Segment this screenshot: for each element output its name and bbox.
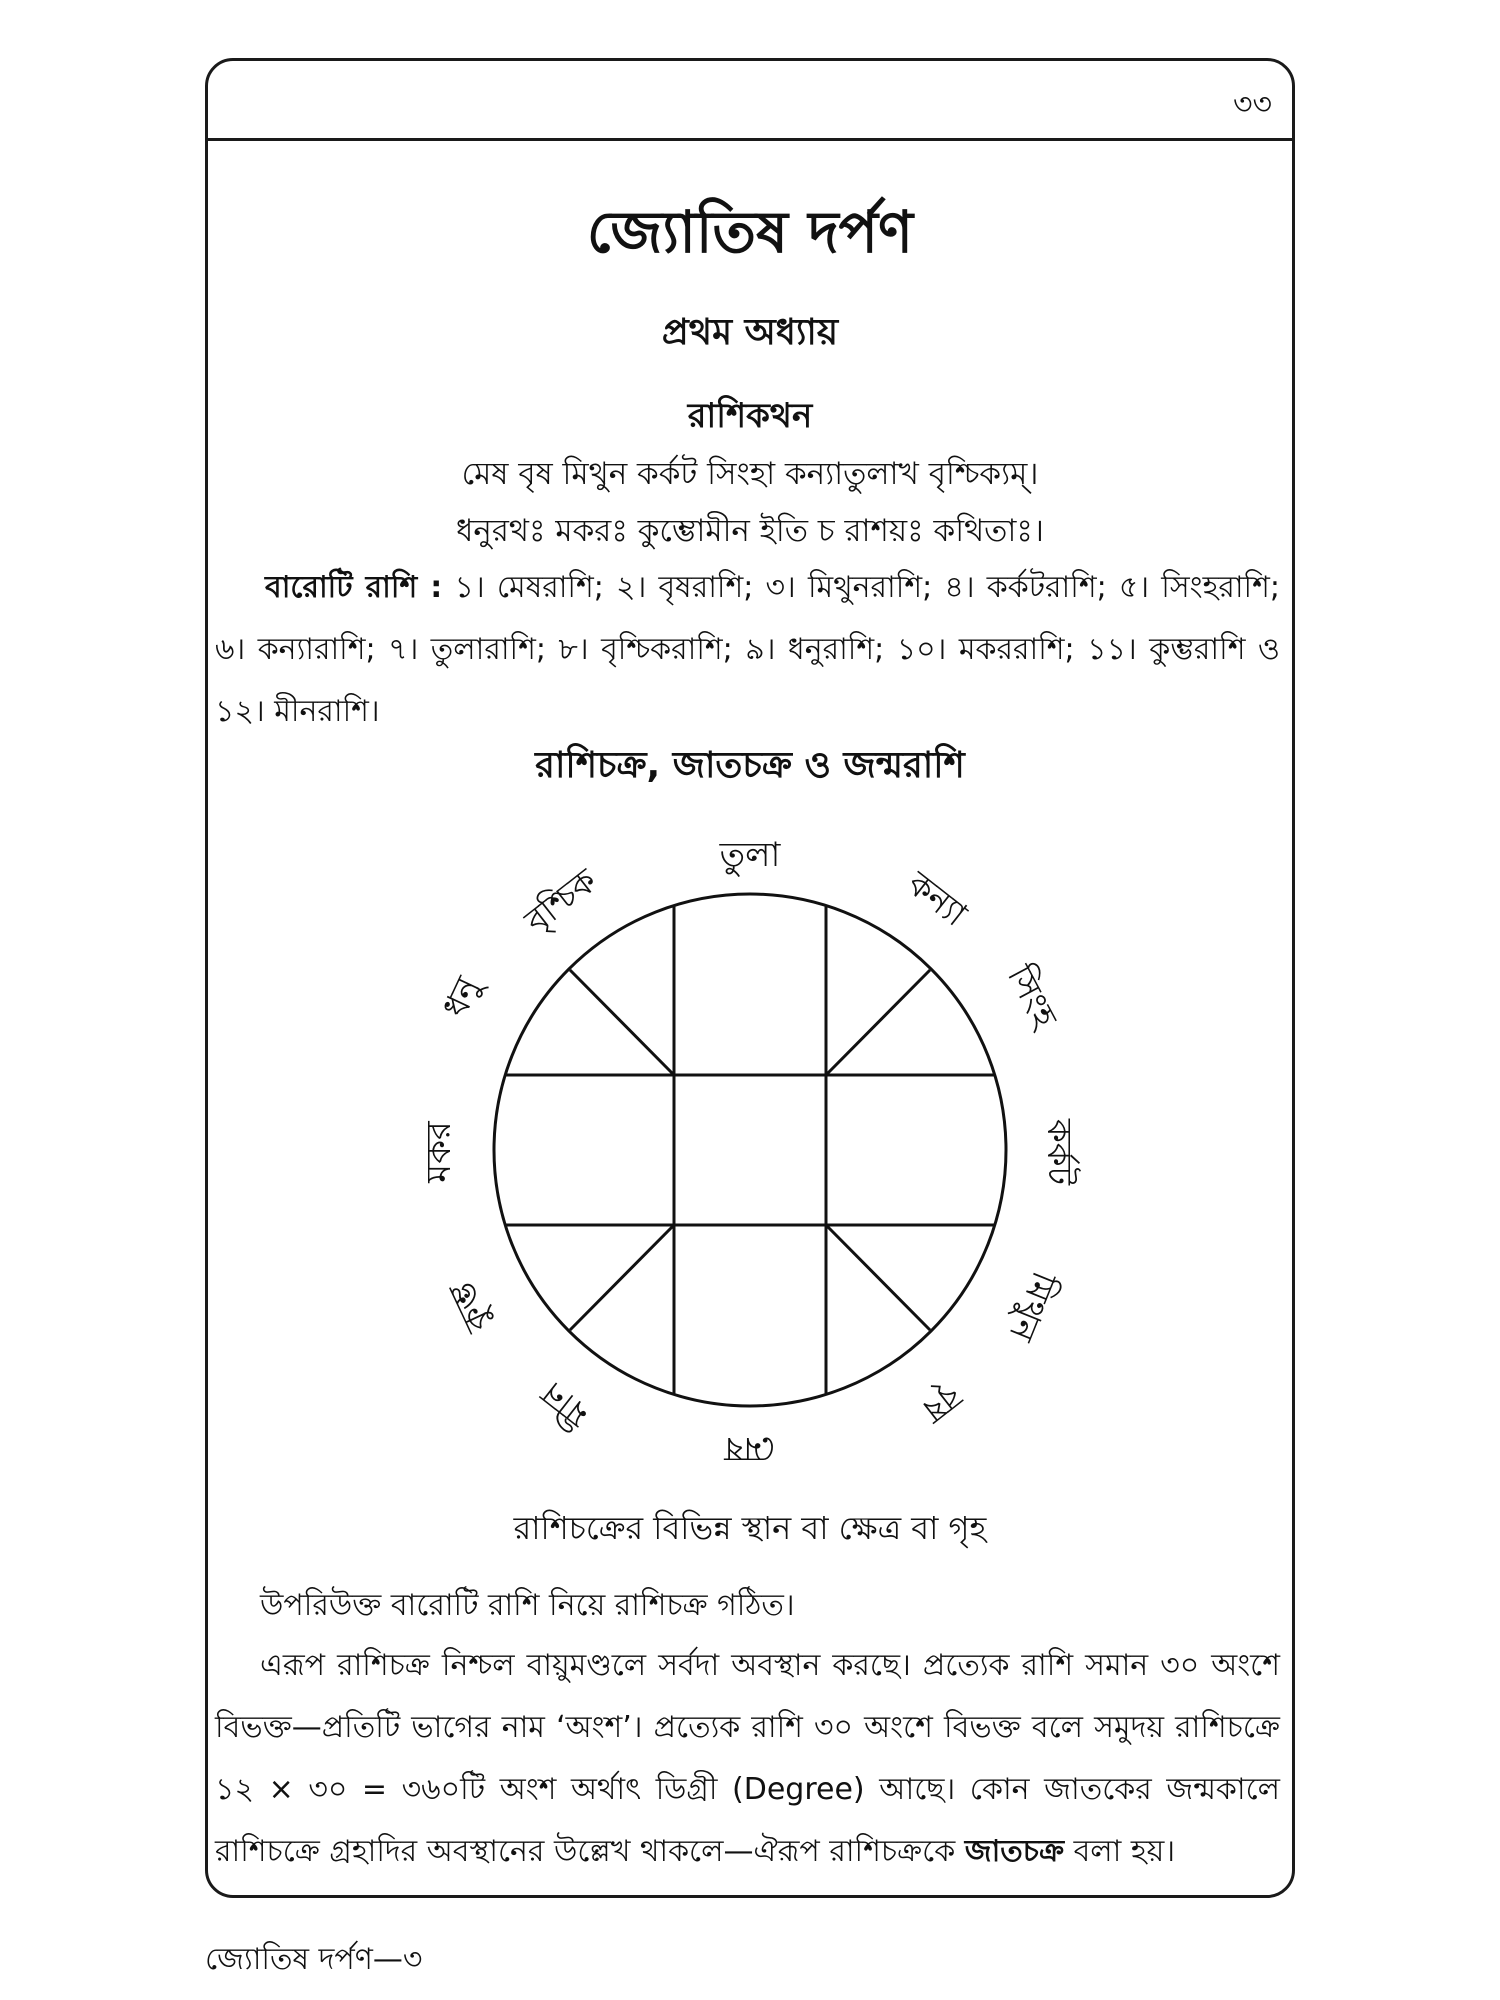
- book-title: জ্যোতিষ দর্পণ: [586, 198, 914, 266]
- label-brishchik: বৃশ্চিক: [517, 861, 605, 942]
- section-heading-2: রাশিচক্র, জাতচক্র ও জন্মরাশি: [535, 745, 965, 786]
- label-karkat: কর্কট: [1039, 1118, 1079, 1186]
- footer-signature: জ্যোতিষ দর্পণ—৩: [205, 1942, 423, 1977]
- label-mesha: মেষ: [724, 1429, 776, 1469]
- label-kanya: কন্যা: [899, 863, 975, 935]
- label-meen: মীন: [533, 1372, 597, 1435]
- page-number: ৩৩: [1232, 87, 1272, 122]
- wheel-line: [570, 970, 674, 1075]
- zodiac-list-lead: বারোটি রাশি :: [265, 570, 443, 605]
- diagram-caption: রাশিচক্রের বিভিন্ন স্থান বা ক্ষেত্র বা গৃহ: [513, 1509, 987, 1547]
- section-heading: রাশিকথন: [687, 396, 813, 436]
- paragraph-3-end: বলা হয়।: [1073, 1834, 1176, 1869]
- label-simha: সিংহ: [998, 958, 1065, 1035]
- label-makar: মকর: [419, 1121, 459, 1183]
- label-kumbha: কুম্ভ: [441, 1275, 499, 1339]
- zodiac-wheel-diagram: [400, 810, 1100, 1490]
- verse-line-2: ধনুরথঃ মকরঃ কুম্ভোমীন ইতি চ রাশয়ঃ কথিতাঃ।: [455, 513, 1045, 549]
- label-brisha: বৃষ: [914, 1376, 969, 1432]
- paragraph-3: [215, 1635, 1280, 1883]
- wheel-line: [826, 1225, 930, 1330]
- chapter-heading: প্রথম অধ্যায়: [661, 312, 839, 353]
- paragraph-3-bold-term: জাতচক্র: [964, 1834, 1065, 1869]
- header-rule: [205, 138, 1295, 141]
- paragraph-2-text: উপরিউক্ত বারোটি রাশি নিয়ে রাশিচক্র গঠিত।: [260, 1588, 795, 1623]
- label-dhanu: ধনু: [435, 971, 489, 1024]
- label-tula: তুলা: [719, 835, 781, 875]
- wheel-line: [570, 1225, 674, 1330]
- verse-line-1: মেষ বৃষ মিথুন কর্কট সিংহা কন্যাতুলাখ বৃশ্চিক্যম্।: [461, 456, 1039, 492]
- paragraph-2: [215, 1575, 1280, 1637]
- label-mithun: মিথুন: [1000, 1265, 1065, 1347]
- zodiac-list-body: ১। মেষরাশি; ২। বৃষরাশি; ৩। মিথুনরাশি; ৪। কর্কটরাশি; ৫। সিংহরাশি; ৬। কন্যারাশি; ৭। তুলারাশি; ৮। বৃশ্চিকরাশি; ৯। ধনুরাশি; ১০। মকররাশি; ১১। কুম্ভরাশি ও ১২। মীনরাশি।: [215, 570, 1280, 729]
- paragraph-3-text: এরূপ রাশিচক্র নিশ্চল বায়ুমণ্ডলে সর্বদা অবস্থান করছে। প্রত্যেক রাশি সমান ৩০ অংশে বিভক্ত—প্রতিটি ভাগের নাম ‘অংশ’। প্রত্যেক রাশি ৩০ অংশে বিভক্ত বলে সমুদয় রাশিচক্রে ১২ × ৩০ = ৩৬০টি অংশ অর্থাৎ ডিগ্রী (Degree) আছে। কোন জাতকের জন্মকালে রাশিচক্রে গ্রহাদির অবস্থানের উল্লেখ থাকলে—ঐরূপ রাশিচক্রকে: [215, 1648, 1280, 1869]
- wheel-line: [826, 970, 930, 1075]
- zodiac-list-paragraph: [215, 557, 1280, 743]
